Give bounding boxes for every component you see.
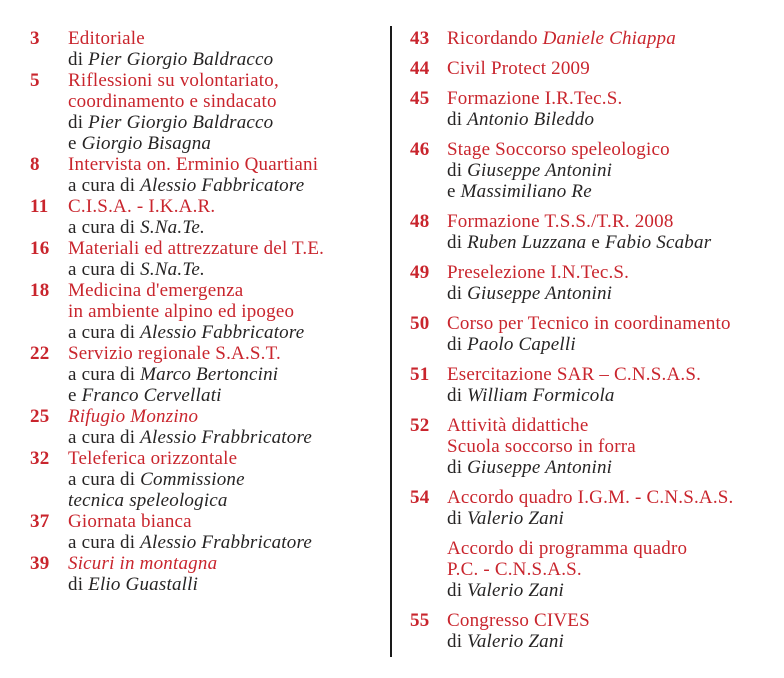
entry-line (447, 28, 776, 49)
entry-credit-text: e (586, 232, 605, 253)
entry-text (68, 280, 382, 343)
toc-entry (30, 553, 382, 595)
entry-line (447, 538, 776, 559)
entry-title-text: Servizio regionale S.A.S.T. (68, 343, 281, 364)
entry-credit-text: Alessio Fabbricatore (140, 175, 305, 196)
entry-credit-text: Ruben Luzzana (467, 232, 587, 253)
entry-text (447, 610, 776, 652)
entry-line (68, 217, 382, 238)
entry-title-text: in ambiente alpino ed ipogeo (68, 301, 295, 322)
entry-credit-text: Antonio Bileddo (467, 109, 595, 130)
entry-line (68, 511, 382, 532)
entry-credit-text: Giuseppe Antonini (467, 160, 613, 181)
entry-line (447, 385, 776, 406)
entry-line (68, 133, 382, 154)
toc-entry (410, 313, 776, 355)
entry-line (447, 364, 776, 385)
entry-text (68, 448, 382, 511)
page-number: 18 (30, 280, 50, 301)
entry-text (68, 406, 382, 448)
entry-credit-text: di (447, 160, 468, 181)
entry-line (447, 88, 776, 109)
toc-entry (30, 406, 382, 448)
entry-credit-text: tecnica speleologica (68, 490, 228, 511)
entry-text (68, 70, 382, 154)
entry-title-text: Attività didattiche (447, 415, 589, 436)
entry-text (447, 487, 776, 529)
entry-title-text: Teleferica orizzontale (68, 448, 238, 469)
page-number: 50 (410, 313, 430, 334)
page-number: 52 (410, 415, 430, 436)
entry-credit-text: Commissione (140, 469, 245, 490)
entry-line (68, 196, 382, 217)
entry-line (447, 160, 776, 181)
toc-entry (410, 88, 776, 130)
entry-title-text: Materiali ed attrezzature del T.E. (68, 238, 325, 259)
entry-line (68, 49, 382, 70)
entry-credit-text: di (447, 631, 468, 652)
entry-credit-text: a cura di (68, 469, 141, 490)
entry-text (68, 343, 382, 406)
entry-credit-text: e (447, 181, 461, 202)
entry-line (447, 415, 776, 436)
entry-title-text: Rifugio Monzino (68, 406, 199, 427)
toc-entry (410, 211, 776, 253)
entry-text (68, 28, 382, 70)
entry-credit-text: di (447, 283, 468, 304)
entry-credit-text: di (447, 334, 468, 355)
entry-line (68, 364, 382, 385)
entry-text (447, 313, 776, 355)
entry-line (447, 262, 776, 283)
entry-title-text: Daniele Chiappa (542, 28, 676, 49)
entry-line (447, 211, 776, 232)
entry-credit-text: a cura di (68, 427, 141, 448)
entry-credit-text: di (68, 49, 89, 70)
toc-entry (410, 538, 776, 601)
entry-credit-text: a cura di (68, 364, 141, 385)
entry-title-text: Esercitazione SAR – C.N.S.A.S. (447, 364, 702, 385)
entry-line (68, 322, 382, 343)
entry-line (68, 448, 382, 469)
entry-credit-text: Valerio Zani (467, 508, 565, 529)
entry-credit-text: Giorgio Bisagna (81, 133, 212, 154)
entry-text (447, 211, 776, 253)
toc-entry (410, 139, 776, 202)
entry-title-text: Formazione T.S.S./T.R. 2008 (447, 211, 674, 232)
entry-title-text: Editoriale (68, 28, 145, 49)
page-number: 25 (30, 406, 50, 427)
entry-title-text: Scuola soccorso in forra (447, 436, 636, 457)
toc-entry (410, 364, 776, 406)
entry-line (68, 28, 382, 49)
page-number: 46 (410, 139, 430, 160)
toc-entry (30, 280, 382, 343)
toc-entry (410, 487, 776, 529)
entry-line (68, 112, 382, 133)
entry-credit-text: a cura di (68, 175, 141, 196)
page-number: 37 (30, 511, 50, 532)
page-number: 43 (410, 28, 430, 49)
page-number: 54 (410, 487, 430, 508)
entry-credit-text: Paolo Capelli (467, 334, 576, 355)
entry-credit-text: Alessio Frabbricatore (140, 532, 312, 553)
entry-line (68, 154, 382, 175)
toc-entry (30, 154, 382, 196)
entry-line (447, 631, 776, 652)
entry-credit-text: Franco Cervellati (81, 385, 222, 406)
entry-credit-text: di (447, 232, 468, 253)
toc-entry (30, 511, 382, 553)
entry-line (447, 109, 776, 130)
page-number: 51 (410, 364, 430, 385)
entry-credit-text: e (68, 133, 82, 154)
page-number: 48 (410, 211, 430, 232)
toc-entry (410, 415, 776, 478)
entry-title-text: Accordo di programma quadro (447, 538, 688, 559)
entry-title-text: Corso per Tecnico in coordinamento (447, 313, 731, 334)
entry-text (447, 88, 776, 130)
page-number: 55 (410, 610, 430, 631)
entry-text (447, 415, 776, 478)
toc-entry (410, 610, 776, 652)
entry-line (68, 385, 382, 406)
entry-line (68, 175, 382, 196)
entry-title-text: Preselezione I.N.Tec.S. (447, 262, 630, 283)
entry-title-text: Intervista on. Erminio Quartiani (68, 154, 319, 175)
toc-entry (30, 196, 382, 238)
toc-entry (410, 58, 776, 79)
entry-title-text: Medicina d'emergenza (68, 280, 244, 301)
entry-credit-text: S.Na.Te. (140, 217, 205, 238)
entry-credit-text: di (68, 574, 89, 595)
entry-credit-text: e (68, 385, 82, 406)
entry-credit-text: a cura di (68, 322, 141, 343)
entry-credit-text: Marco Bertoncini (140, 364, 279, 385)
toc-entry (30, 70, 382, 154)
entry-text (68, 553, 382, 595)
entry-line (68, 259, 382, 280)
entry-text (68, 154, 382, 196)
entry-title-text: coordinamento e sindacato (68, 91, 277, 112)
entry-credit-text: Valerio Zani (467, 631, 565, 652)
entry-credit-text: di (68, 112, 89, 133)
entry-text (447, 139, 776, 202)
page-number: 5 (30, 70, 40, 91)
toc-entry (30, 238, 382, 280)
entry-line (68, 70, 382, 91)
entry-line (68, 406, 382, 427)
entry-line (447, 232, 776, 253)
page-number: 8 (30, 154, 40, 175)
entry-line (447, 283, 776, 304)
entry-title-text: C.I.S.A. - I.K.A.R. (68, 196, 216, 217)
entry-line (447, 181, 776, 202)
entry-title-text: Giornata bianca (68, 511, 192, 532)
entry-credit-text: a cura di (68, 259, 141, 280)
entry-line (68, 280, 382, 301)
entry-line (447, 139, 776, 160)
page-number: 49 (410, 262, 430, 283)
entry-title-text: Congresso CIVES (447, 610, 590, 631)
page-number: 45 (410, 88, 430, 109)
entry-text (447, 262, 776, 304)
toc-column-right (410, 28, 776, 652)
entry-line (68, 574, 382, 595)
page-number: 16 (30, 238, 50, 259)
entry-text (447, 58, 776, 79)
entry-credit-text: di (447, 109, 468, 130)
entry-credit-text: S.Na.Te. (140, 259, 205, 280)
entry-line (68, 301, 382, 322)
entry-credit-text: a cura di (68, 217, 141, 238)
entry-credit-text: Fabio Scabar (604, 232, 712, 253)
entry-credit-text: di (447, 508, 468, 529)
toc-entry (30, 448, 382, 511)
toc-entry (30, 343, 382, 406)
entry-title-text: Formazione I.R.Tec.S. (447, 88, 623, 109)
entry-text (68, 196, 382, 238)
entry-credit-text: Elio Guastalli (88, 574, 199, 595)
entry-credit-text: Giuseppe Antonini (467, 283, 613, 304)
entry-credit-text: Pier Giorgio Baldracco (88, 112, 274, 133)
entry-credit-text: Alessio Fabbricatore (140, 322, 305, 343)
entry-text (68, 511, 382, 553)
entry-line (447, 487, 776, 508)
entry-line (447, 508, 776, 529)
entry-line (447, 610, 776, 631)
entry-text (447, 538, 776, 601)
entry-title-text: Riflessioni su volontariato, (68, 70, 279, 91)
entry-line (68, 343, 382, 364)
entry-line (68, 427, 382, 448)
entry-line (447, 334, 776, 355)
page-number: 11 (30, 196, 49, 217)
toc-entry (30, 28, 382, 70)
entry-credit-text: Valerio Zani (467, 580, 565, 601)
entry-line (68, 91, 382, 112)
entry-credit-text: Massimiliano Re (460, 181, 592, 202)
entry-line (447, 313, 776, 334)
entry-line (68, 532, 382, 553)
entry-credit-text: William Formicola (467, 385, 615, 406)
entry-line (447, 436, 776, 457)
page-number: 39 (30, 553, 50, 574)
entry-credit-text: Alessio Frabbricatore (140, 427, 312, 448)
entry-line (447, 559, 776, 580)
page-number: 22 (30, 343, 50, 364)
entry-credit-text: Giuseppe Antonini (467, 457, 613, 478)
column-divider (390, 26, 392, 657)
entry-text (447, 28, 776, 49)
toc-entry (410, 28, 776, 49)
entry-title-text: P.C. - C.N.S.A.S. (447, 559, 582, 580)
entry-title-text: Ricordando (447, 28, 543, 49)
entry-credit-text: di (447, 385, 468, 406)
entry-title-text: Stage Soccorso speleologico (447, 139, 670, 160)
entry-credit-text: Pier Giorgio Baldracco (88, 49, 274, 70)
entry-line (447, 457, 776, 478)
entry-line (68, 490, 382, 511)
entry-line (68, 469, 382, 490)
page-number: 44 (410, 58, 430, 79)
toc-column-left (30, 28, 382, 595)
toc-entry (410, 262, 776, 304)
page-number: 32 (30, 448, 50, 469)
entry-credit-text: a cura di (68, 532, 141, 553)
entry-title-text: Sicuri in montagna (68, 553, 218, 574)
entry-credit-text: di (447, 580, 468, 601)
entry-text (447, 364, 776, 406)
entry-credit-text: di (447, 457, 468, 478)
entry-line (68, 238, 382, 259)
entry-title-text: Civil Protect 2009 (447, 58, 590, 79)
page-number: 3 (30, 28, 40, 49)
entry-line (447, 580, 776, 601)
entry-line (447, 58, 776, 79)
entry-text (68, 238, 382, 280)
entry-title-text: Accordo quadro I.G.M. - C.N.S.A.S. (447, 487, 734, 508)
entry-line (68, 553, 382, 574)
